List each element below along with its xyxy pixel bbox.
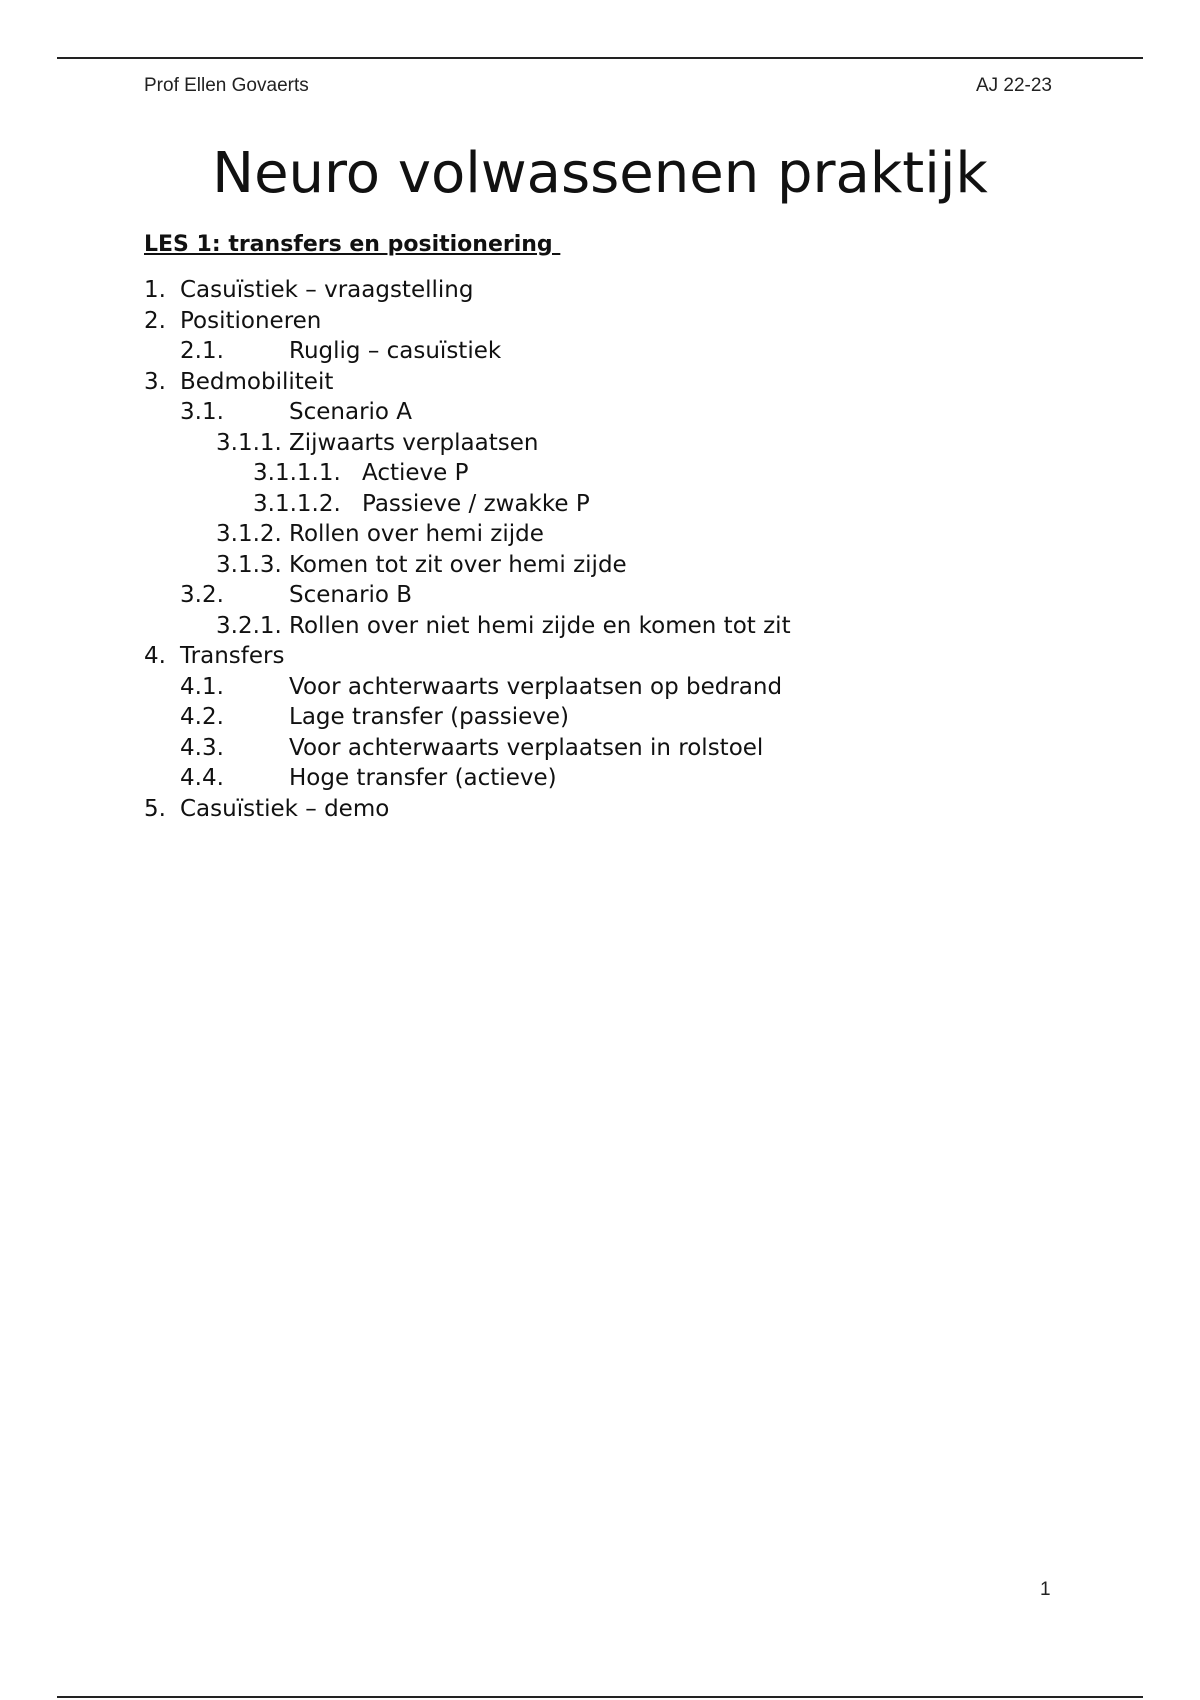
outline-item [0, 367, 1200, 398]
outline-item-text: Casuïstiek – vraagstelling [180, 277, 474, 303]
outline-item [0, 336, 1200, 367]
outline-item [0, 794, 1200, 825]
outline-item-number: 3.1.1.1. [253, 460, 341, 486]
outline-item-text: Lage transfer (passieve) [289, 704, 570, 730]
outline-item-number: 3.1. [180, 399, 224, 425]
outline-item-text: Scenario B [289, 582, 413, 608]
outline-item-number: 3.2. [180, 582, 224, 608]
outline-item [0, 672, 1200, 703]
outline-item-number: 4. [144, 643, 166, 669]
outline-item [0, 428, 1200, 459]
outline-item-text: Transfers [180, 643, 285, 669]
outline-item-text: Rollen over hemi zijde [289, 521, 544, 547]
outline-item-number: 3. [144, 368, 166, 395]
outline-item-text: Hoge transfer (actieve) [289, 765, 557, 791]
outline-item [0, 275, 1200, 306]
outline-item-number: 3.2.1. [216, 612, 282, 639]
header-author: Prof Ellen Govaerts [144, 75, 309, 96]
lesson-heading: LES 1: transfers en positionering [144, 232, 561, 257]
outline-item-text: Komen tot zit over hemi zijde [289, 551, 627, 578]
outline-item-text: Voor achterwaarts verplaatsen in rolstoel [289, 734, 764, 761]
outline-item [0, 580, 1200, 611]
outline-item [0, 550, 1200, 581]
footer-rule [57, 1696, 1143, 1698]
outline-item-number: 3.1.3. [216, 551, 282, 578]
outline-item-number: 3.1.2. [216, 521, 282, 547]
outline-item-number: 2. [144, 307, 166, 334]
outline-item-number: 1. [144, 277, 166, 303]
document-title: Neuro volwassenen praktijk [212, 141, 988, 206]
outline-item-text: Passieve / zwakke P [362, 490, 590, 517]
outline-item [0, 397, 1200, 428]
outline-item [0, 489, 1200, 520]
header-academic-year: AJ 22-23 [975, 75, 1052, 96]
outline-item [0, 702, 1200, 733]
outline-item [0, 519, 1200, 550]
outline-item [0, 458, 1200, 489]
outline-item-number: 3.1.1.2. [253, 490, 341, 517]
outline-item [0, 611, 1200, 642]
outline-item [0, 733, 1200, 764]
page-number: 1 [1040, 1579, 1051, 1600]
outline-item-number: 4.2. [180, 704, 224, 730]
outline-item-text: Zijwaarts verplaatsen [289, 429, 539, 456]
outline-item [0, 641, 1200, 672]
outline-item-text: Casuïstiek – demo [180, 795, 390, 822]
outline-item-number: 3.1.1. [216, 429, 282, 456]
outline-item-text: Voor achterwaarts verplaatsen op bedrand [289, 673, 783, 700]
outline-item-text: Bedmobiliteit [180, 368, 334, 395]
outline-item-number: 4.3. [180, 734, 224, 761]
outline-item-number: 5. [144, 795, 166, 822]
outline-item-number: 2.1. [180, 338, 224, 364]
outline-item-text: Positioneren [180, 307, 322, 334]
outline-item-text: Actieve P [362, 460, 469, 486]
outline-item-text: Rollen over niet hemi zijde en komen tot zit [289, 612, 791, 639]
header-rule [57, 57, 1143, 59]
outline-item-number: 4.1. [180, 673, 224, 700]
outline-item-text: Ruglig – casuïstiek [289, 338, 502, 364]
outline-item [0, 763, 1200, 794]
outline-item-number: 4.4. [180, 765, 224, 791]
outline-item-text: Scenario A [289, 399, 413, 425]
outline-item [0, 306, 1200, 337]
outline-list [0, 275, 1200, 824]
